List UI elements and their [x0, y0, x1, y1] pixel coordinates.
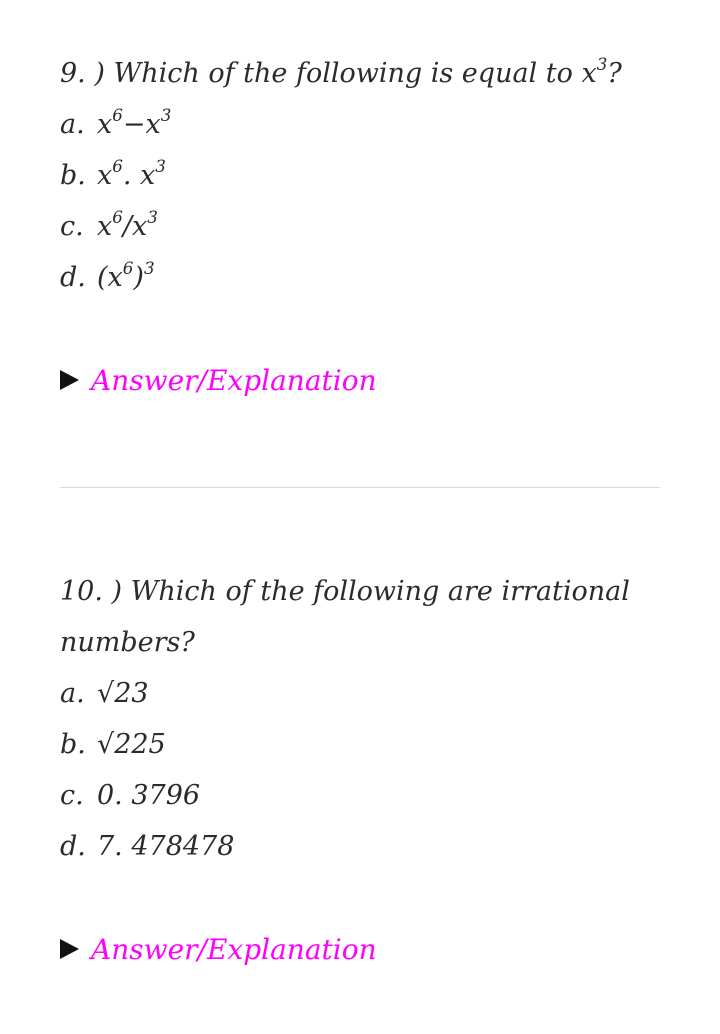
question-9-title-exponent: 3 — [596, 53, 608, 74]
question-10-title-line2: numbers? — [60, 627, 195, 658]
option-text: √225 — [97, 729, 166, 760]
option-label: d. — [60, 262, 86, 293]
question-9 — [60, 48, 660, 303]
option-label: c. — [60, 780, 84, 811]
question-10-option-a — [60, 668, 660, 719]
option-exponent: 6 — [122, 257, 134, 278]
option-base: x — [97, 160, 113, 191]
option-operator: /x — [122, 211, 148, 242]
option-text: 0. 3796 — [97, 780, 201, 811]
option-base: (x — [97, 262, 123, 293]
option-exponent: 6 — [112, 155, 123, 176]
option-operator: −x — [122, 109, 161, 140]
option-exponent: 3 — [147, 206, 158, 227]
option-exponent: 6 — [112, 104, 123, 125]
question-9-option-b — [60, 150, 660, 201]
question-10-option-c — [60, 770, 660, 821]
question-9-option-d — [60, 252, 660, 303]
option-label: b. — [60, 160, 86, 191]
question-9-option-a — [60, 99, 660, 150]
answer-explanation-link[interactable]: Answer/Explanation — [91, 363, 377, 397]
question-10 — [60, 566, 660, 872]
disclosure-triangle-icon[interactable] — [60, 370, 79, 390]
question-9-answer-toggle[interactable] — [60, 360, 377, 400]
option-base: x — [97, 109, 113, 140]
option-exponent: 3 — [160, 104, 172, 125]
option-text: 7. 478478 — [97, 831, 235, 862]
question-10-answer-toggle[interactable] — [60, 929, 377, 969]
question-10-option-b — [60, 719, 660, 770]
option-text: √23 — [97, 678, 149, 709]
option-operator: ) — [133, 262, 144, 293]
question-9-title — [60, 48, 660, 99]
option-label: c. — [60, 211, 84, 242]
answer-explanation-link[interactable]: Answer/Explanation — [91, 932, 377, 966]
disclosure-triangle-icon[interactable] — [60, 939, 79, 959]
question-9-title-text: 9. ) Which of the following is equal to x — [60, 58, 597, 89]
option-label: b. — [60, 729, 86, 760]
option-label: a. — [60, 109, 85, 140]
option-label: d. — [60, 831, 86, 862]
question-10-option-d — [60, 821, 660, 872]
question-10-title — [60, 566, 660, 668]
option-exponent: 6 — [112, 206, 123, 227]
question-9-title-end: ? — [607, 58, 622, 89]
option-exponent: 3 — [155, 155, 166, 176]
question-9-option-c — [60, 201, 660, 252]
option-operator: . x — [122, 160, 156, 191]
option-base: x — [97, 211, 113, 242]
question-10-title-line1: 10. ) Which of the following are irrational — [60, 576, 630, 607]
section-divider — [60, 487, 660, 488]
option-label: a. — [60, 678, 85, 709]
option-exponent: 3 — [143, 257, 155, 278]
